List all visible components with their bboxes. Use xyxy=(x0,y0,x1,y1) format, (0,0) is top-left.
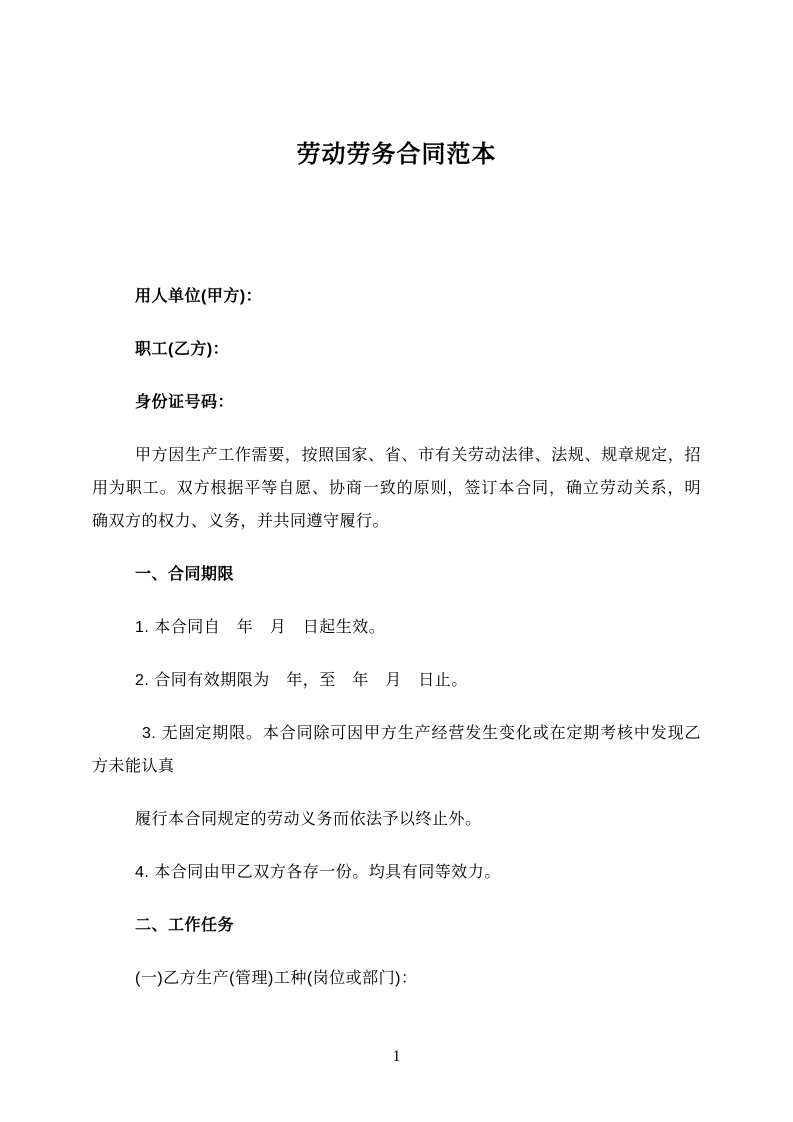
clause-2-1: (一)乙方生产(管理)工种(岗位或部门)： xyxy=(135,970,418,987)
clause-1-2: 2. 合同有效期限为 年，至 年 月 日止。 xyxy=(135,672,468,689)
page-number: 1 xyxy=(392,1048,401,1065)
clause-1-1: 1. 本合同自 年 月 日起生效。 xyxy=(135,619,386,636)
clause-1-4: 4. 本合同由甲乙双方各存一份。均具有同等效力。 xyxy=(135,864,501,881)
party-b-line: 职工(乙方)： xyxy=(135,341,230,358)
document-title: 劳动劳务合同范本 xyxy=(296,141,497,168)
id-number-line: 身份证号码： xyxy=(135,394,235,411)
clause-1-3: 3. 无固定期限。本合同除可因甲方生产经营发生变化或在定期考核中发现乙方未能认真 xyxy=(92,725,701,775)
section-2-heading: 二、工作任务 xyxy=(135,917,235,934)
clause-1-3-continuation: 履行本合同规定的劳动义务而依法予以终止外。 xyxy=(135,811,482,828)
preamble-paragraph: 甲方因生产工作需要，按照国家、省、市有关劳动法律、法规、规章规定，招用为职工。双方根据平等自愿、协商一致的原则，签订本合同，确立劳动关系，明确双方的权力、义务，并共同遵守履行。 xyxy=(92,447,701,530)
document-body xyxy=(92,280,701,995)
section-1-heading: 一、合同期限 xyxy=(135,566,235,583)
party-a-line: 用人单位(甲方)： xyxy=(135,288,263,305)
